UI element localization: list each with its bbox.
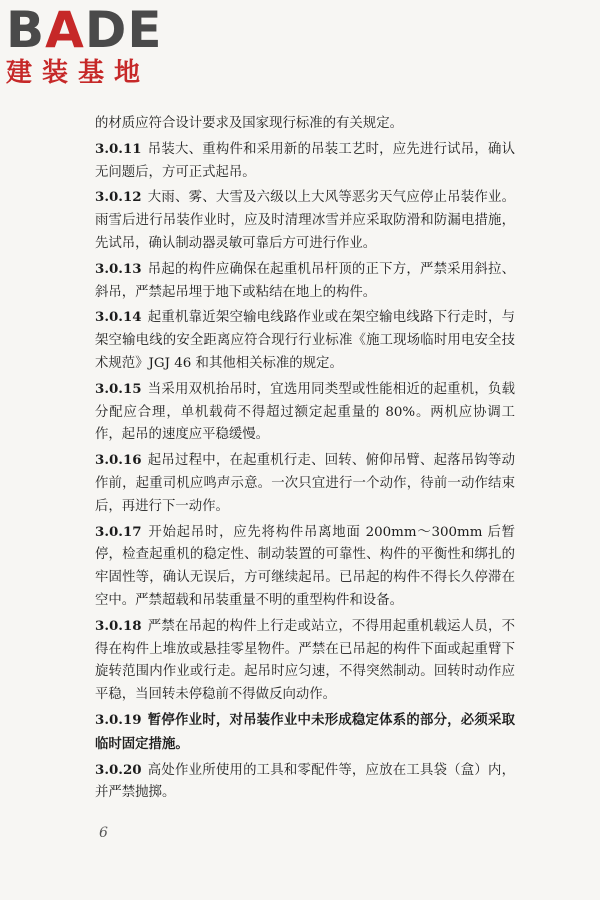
document-body bbox=[95, 113, 515, 807]
clause-3-0-14: 3.0.14 起重机靠近架空输电线路作业或在架空输电线路下行走时，与架空输电线的安全距离应符合现行行业标准《施工现场临时用电安全技术规范》JGJ 46 和其他相关标准的规定。 bbox=[95, 309, 515, 371]
clause-number: 3.0.12 bbox=[95, 189, 142, 206]
clause-number: 3.0.11 bbox=[95, 140, 142, 157]
clause-number: 3.0.17 bbox=[95, 523, 142, 540]
clause-number: 3.0.15 bbox=[95, 380, 142, 397]
logo-subtitle: 建装基地 bbox=[6, 58, 151, 88]
logo bbox=[6, 1, 176, 88]
clause-number: 3.0.18 bbox=[95, 617, 142, 634]
clause-number: 3.0.13 bbox=[95, 260, 142, 277]
clause-number: 3.0.16 bbox=[95, 452, 142, 469]
clause-3-0-15: 3.0.15 当采用双机抬吊时，宜选用同类型或性能相近的起重机，负载分配应合理，单机载荷不得超过额定起重量的 80%。两机应协调工作，起吊的速度应平稳缓慢。 bbox=[95, 380, 515, 443]
clause-3-0-18: 3.0.18 严禁在吊起的构件上行走或站立，不得用起重机载运人员，不得在构件上堆放或悬挂零星物件。严禁在已吊起的构件下面或起重臂下旋转范围内作业或行走。起吊时应匀速，不得突然制动。回转时动作应平稳，当回转未停稳前不得做反向动作。 bbox=[95, 617, 515, 703]
clause-3-0-16: 3.0.16 起吊过程中，在起重机行走、回转、俯仰吊臂、起落吊钩等动作前，起重司机应鸣声示意。一次只宜进行一个动作，待前一动作结束后，再进行下一动作。 bbox=[95, 452, 515, 514]
logo-mark: BADE bbox=[6, 1, 163, 59]
clause-3-0-20: 3.0.20 高处作业所使用的工具和零配件等，应放在工具袋（盒）内，并严禁抛掷。 bbox=[95, 761, 515, 801]
clause-3-0-17: 3.0.17 开始起吊时，应先将构件吊离地面 200mm～300mm 后暂停，检查起重机的稳定性、制动装置的可靠性、构件的平衡性和绑扎的牢固性等，确认无误后，方可继续起吊。已吊起的构件不得长久停滞在空中。严禁超载和吊装重量不明的重型构件和设备。 bbox=[95, 523, 515, 608]
clause-number: 3.0.19 bbox=[95, 711, 142, 728]
clause-number: 3.0.14 bbox=[95, 309, 142, 326]
clause-3-0-12: 3.0.12 大雨、雾、大雪及六级以上大风等恶劣天气应停止吊装作业。雨雪后进行吊装作业时，应及时清理冰雪并应采取防滑和防漏电措施，先试吊，确认制动器灵敏可靠后方可进行作业。 bbox=[95, 189, 515, 251]
clause-3-0-13: 3.0.13 吊起的构件应确保在起重机吊杆顶的正下方，严禁采用斜拉、斜吊，严禁起吊埋于地下或粘结在地上的构件。 bbox=[95, 260, 515, 300]
clause-3-0-19: 3.0.19 暂停作业时，对吊装作业中未形成稳定体系的部分，必须采取临时固定措施。 bbox=[95, 711, 515, 752]
page-number: 6 bbox=[99, 825, 108, 841]
clause-3-0-11: 3.0.11 吊装大、重构件和采用新的吊装工艺时，应先进行试吊，确认无问题后，方可正式起吊。 bbox=[95, 140, 515, 180]
paragraph-continuation: 的材质应符合设计要求及国家现行标准的有关规定。 bbox=[95, 116, 403, 131]
clause-number: 3.0.20 bbox=[95, 761, 142, 778]
